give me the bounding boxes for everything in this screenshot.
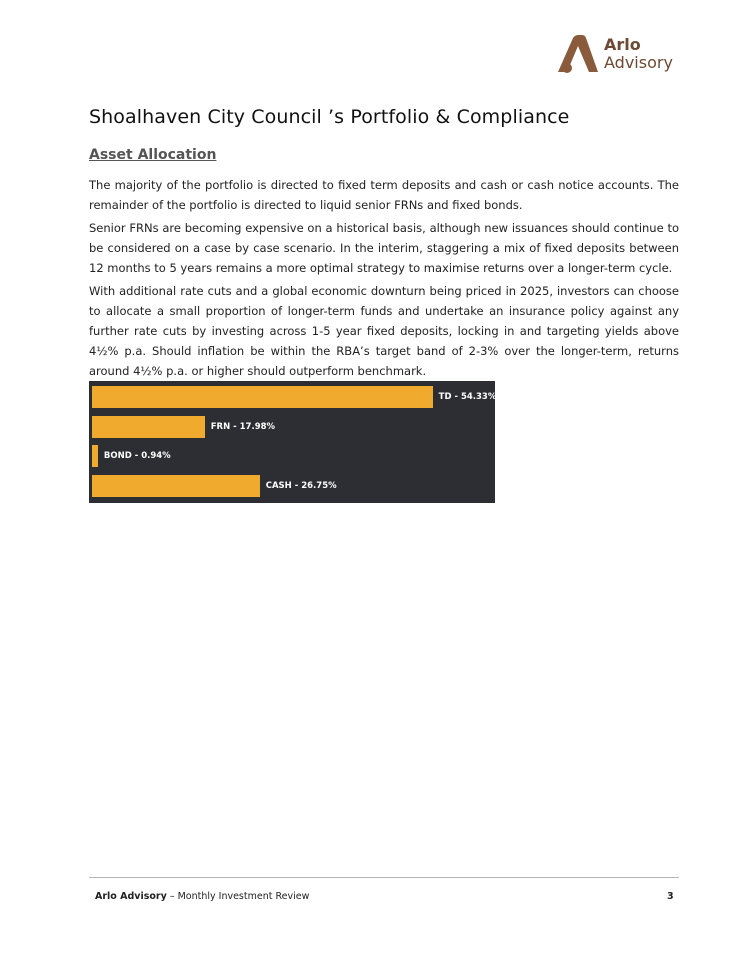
bar-label-bond: BOND - 0.94% [103, 451, 171, 461]
arlo-advisory-logo [556, 34, 686, 76]
footer-brand: Arlo Advisory [95, 891, 167, 902]
logo-line-2: Advisory [604, 53, 673, 72]
page-title: Shoalhaven City Council ’s Portfolio & Compliance [89, 106, 570, 128]
bar-bond [92, 445, 98, 467]
paragraph-3: With additional rate cuts and a global economic downturn being priced in 2025, investors can choose to allocate a small proportion of longer-term funds and undertake an insurance policy against any further rate cuts by investing across 1-5 year fixed deposits, locking in and targeting yields above 4½% p.a. Should inflation be within the RBA’s target band of 2-3% over the longer-term, returns around 4½% p.a. or higher should outperform benchmark. [89, 284, 679, 378]
bar-td [92, 386, 433, 408]
paragraph-1: The majority of the portfolio is directed to fixed term deposits and cash or cash notice accounts. The remainder of the portfolio is directed to liquid senior FRNs and fixed bonds. [89, 178, 679, 212]
page-number: 3 [667, 891, 674, 902]
logo-line-1: Arlo [604, 35, 641, 54]
bar-frn [92, 416, 205, 438]
footer-subtitle: – Monthly Investment Review [166, 891, 310, 902]
footer-title [95, 891, 309, 902]
bar-label-cash: CASH - 26.75% [265, 480, 337, 491]
logo-wordmark [604, 36, 673, 72]
paragraph-2: Senior FRNs are becoming expensive on a historical basis, although new issuances should continue to be considered on a case by case scenario. In the interim, staggering a mix of fixed deposits between 12 months to 5 years remains a more optimal strategy to maximise returns over a longer-term cycle. [89, 221, 679, 275]
footer-divider [89, 877, 679, 878]
bar-label-frn: FRN - 17.98% [210, 421, 276, 432]
asset-allocation-chart [89, 381, 495, 503]
bar-label-td: TD - 54.33% [438, 392, 497, 402]
arlo-logo-mark-icon [556, 34, 600, 76]
bar-cash [92, 475, 260, 497]
section-heading-asset-allocation: Asset Allocation [89, 147, 217, 163]
